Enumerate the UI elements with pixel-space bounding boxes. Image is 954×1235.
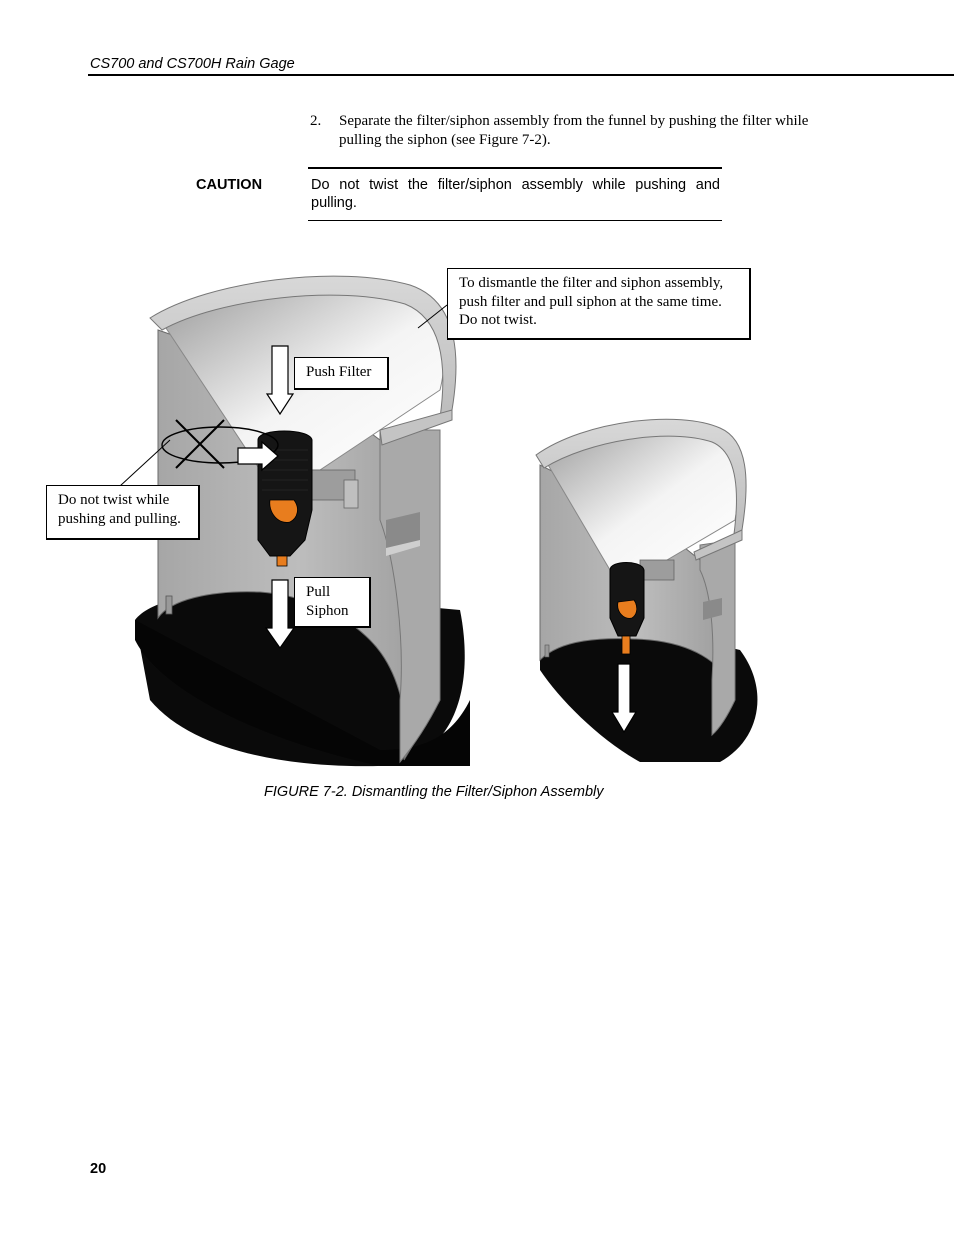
step-text: Separate the filter/siphon assembly from the funnel by pushing the filter while pulling the siphon (see Figure 7-2). <box>339 113 809 148</box>
callout-dismantle: To dismantle the filter and siphon assembly, push filter and pull siphon at the same time. Do not twist. <box>447 268 751 340</box>
callout-pull-siphon: Pull Siphon <box>294 577 371 628</box>
page-number: 20 <box>90 1161 107 1177</box>
figure-dismantling-assembly <box>0 230 954 790</box>
header-rule <box>88 74 954 76</box>
caution-label: CAUTION <box>196 177 263 193</box>
running-header-title: CS700 and CS700H Rain Gage <box>90 56 295 72</box>
callout-push-filter: Push Filter <box>294 357 389 390</box>
figure-caption: FIGURE 7-2. Dismantling the Filter/Siphon Assembly <box>264 784 604 800</box>
caution-text: Do not twist the filter/siphon assembly while pushing and pulling. <box>311 177 720 211</box>
step-number: 2. <box>310 113 322 129</box>
small-gage <box>536 419 757 762</box>
callout-no-twist: Do not twist while pushing and pulling. <box>46 485 200 540</box>
caution-box <box>308 167 722 221</box>
